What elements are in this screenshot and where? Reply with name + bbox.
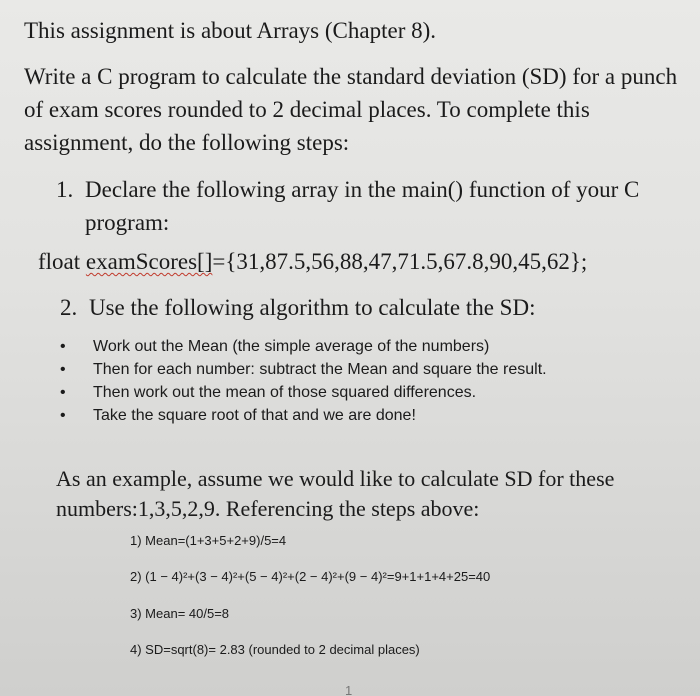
intro-line: Write a C program to calculate the standard deviation (SD) for a punch: [24, 64, 678, 89]
bullet-text: Work out the Mean (the simple average of the numbers): [93, 338, 490, 355]
page-number: 1: [345, 683, 353, 696]
bullet-dot-icon: •: [60, 384, 66, 401]
step-1-marker: 1.: [56, 177, 74, 202]
bullet-text: Take the square root of that and we are done!: [93, 407, 416, 424]
bullet-text: Then for each number: subtract the Mean and square the result.: [93, 361, 547, 378]
bullet-dot-icon: •: [60, 407, 66, 424]
step-1-text: [85, 173, 639, 239]
intro-line: of exam scores rounded to 2 decimal places. To complete this: [24, 97, 590, 122]
code-values: ={31,87.5,56,88,47,71.5,67.8,90,45,62};: [212, 249, 588, 274]
bullet-dot-icon: •: [60, 338, 66, 355]
example-line: numbers:1,3,5,2,9. Referencing the steps above:: [56, 496, 480, 521]
step-2-marker: 2.: [60, 295, 78, 320]
example-paragraph: [56, 464, 614, 524]
array-declaration: [38, 249, 587, 275]
example-step-2: 2) (1 − 4)²+(3 − 4)²+(5 − 4)²+(2 − 4)²+(9 − 4)²=9+1+1+4+25=40: [130, 569, 491, 584]
code-prefix: float: [38, 249, 86, 274]
step-1-line: Declare the following array in the main() function of your C: [85, 177, 640, 202]
example-step-4: 4) SD=sqrt(8)= 2.83 (rounded to 2 decimal places): [130, 642, 420, 657]
bullet-dot-icon: •: [60, 361, 66, 378]
example-step-1: 1) Mean=(1+3+5+2+9)/5=4: [130, 533, 287, 548]
example-step-3: 3) Mean= 40/5=8: [130, 606, 230, 621]
intro-paragraph: [24, 60, 692, 159]
step-1-line: program:: [85, 210, 170, 235]
bullet-text: Then work out the mean of those squared differences.: [93, 384, 477, 401]
spellcheck-identifier: examScores[]: [85, 249, 213, 274]
example-line: As an example, assume we would like to calculate SD for these: [56, 466, 615, 491]
intro-line: assignment, do the following steps:: [24, 130, 350, 155]
assignment-heading: This assignment is about Arrays (Chapter 8).: [24, 18, 437, 43]
step-2-text: Use the following algorithm to calculate the SD:: [89, 295, 536, 320]
